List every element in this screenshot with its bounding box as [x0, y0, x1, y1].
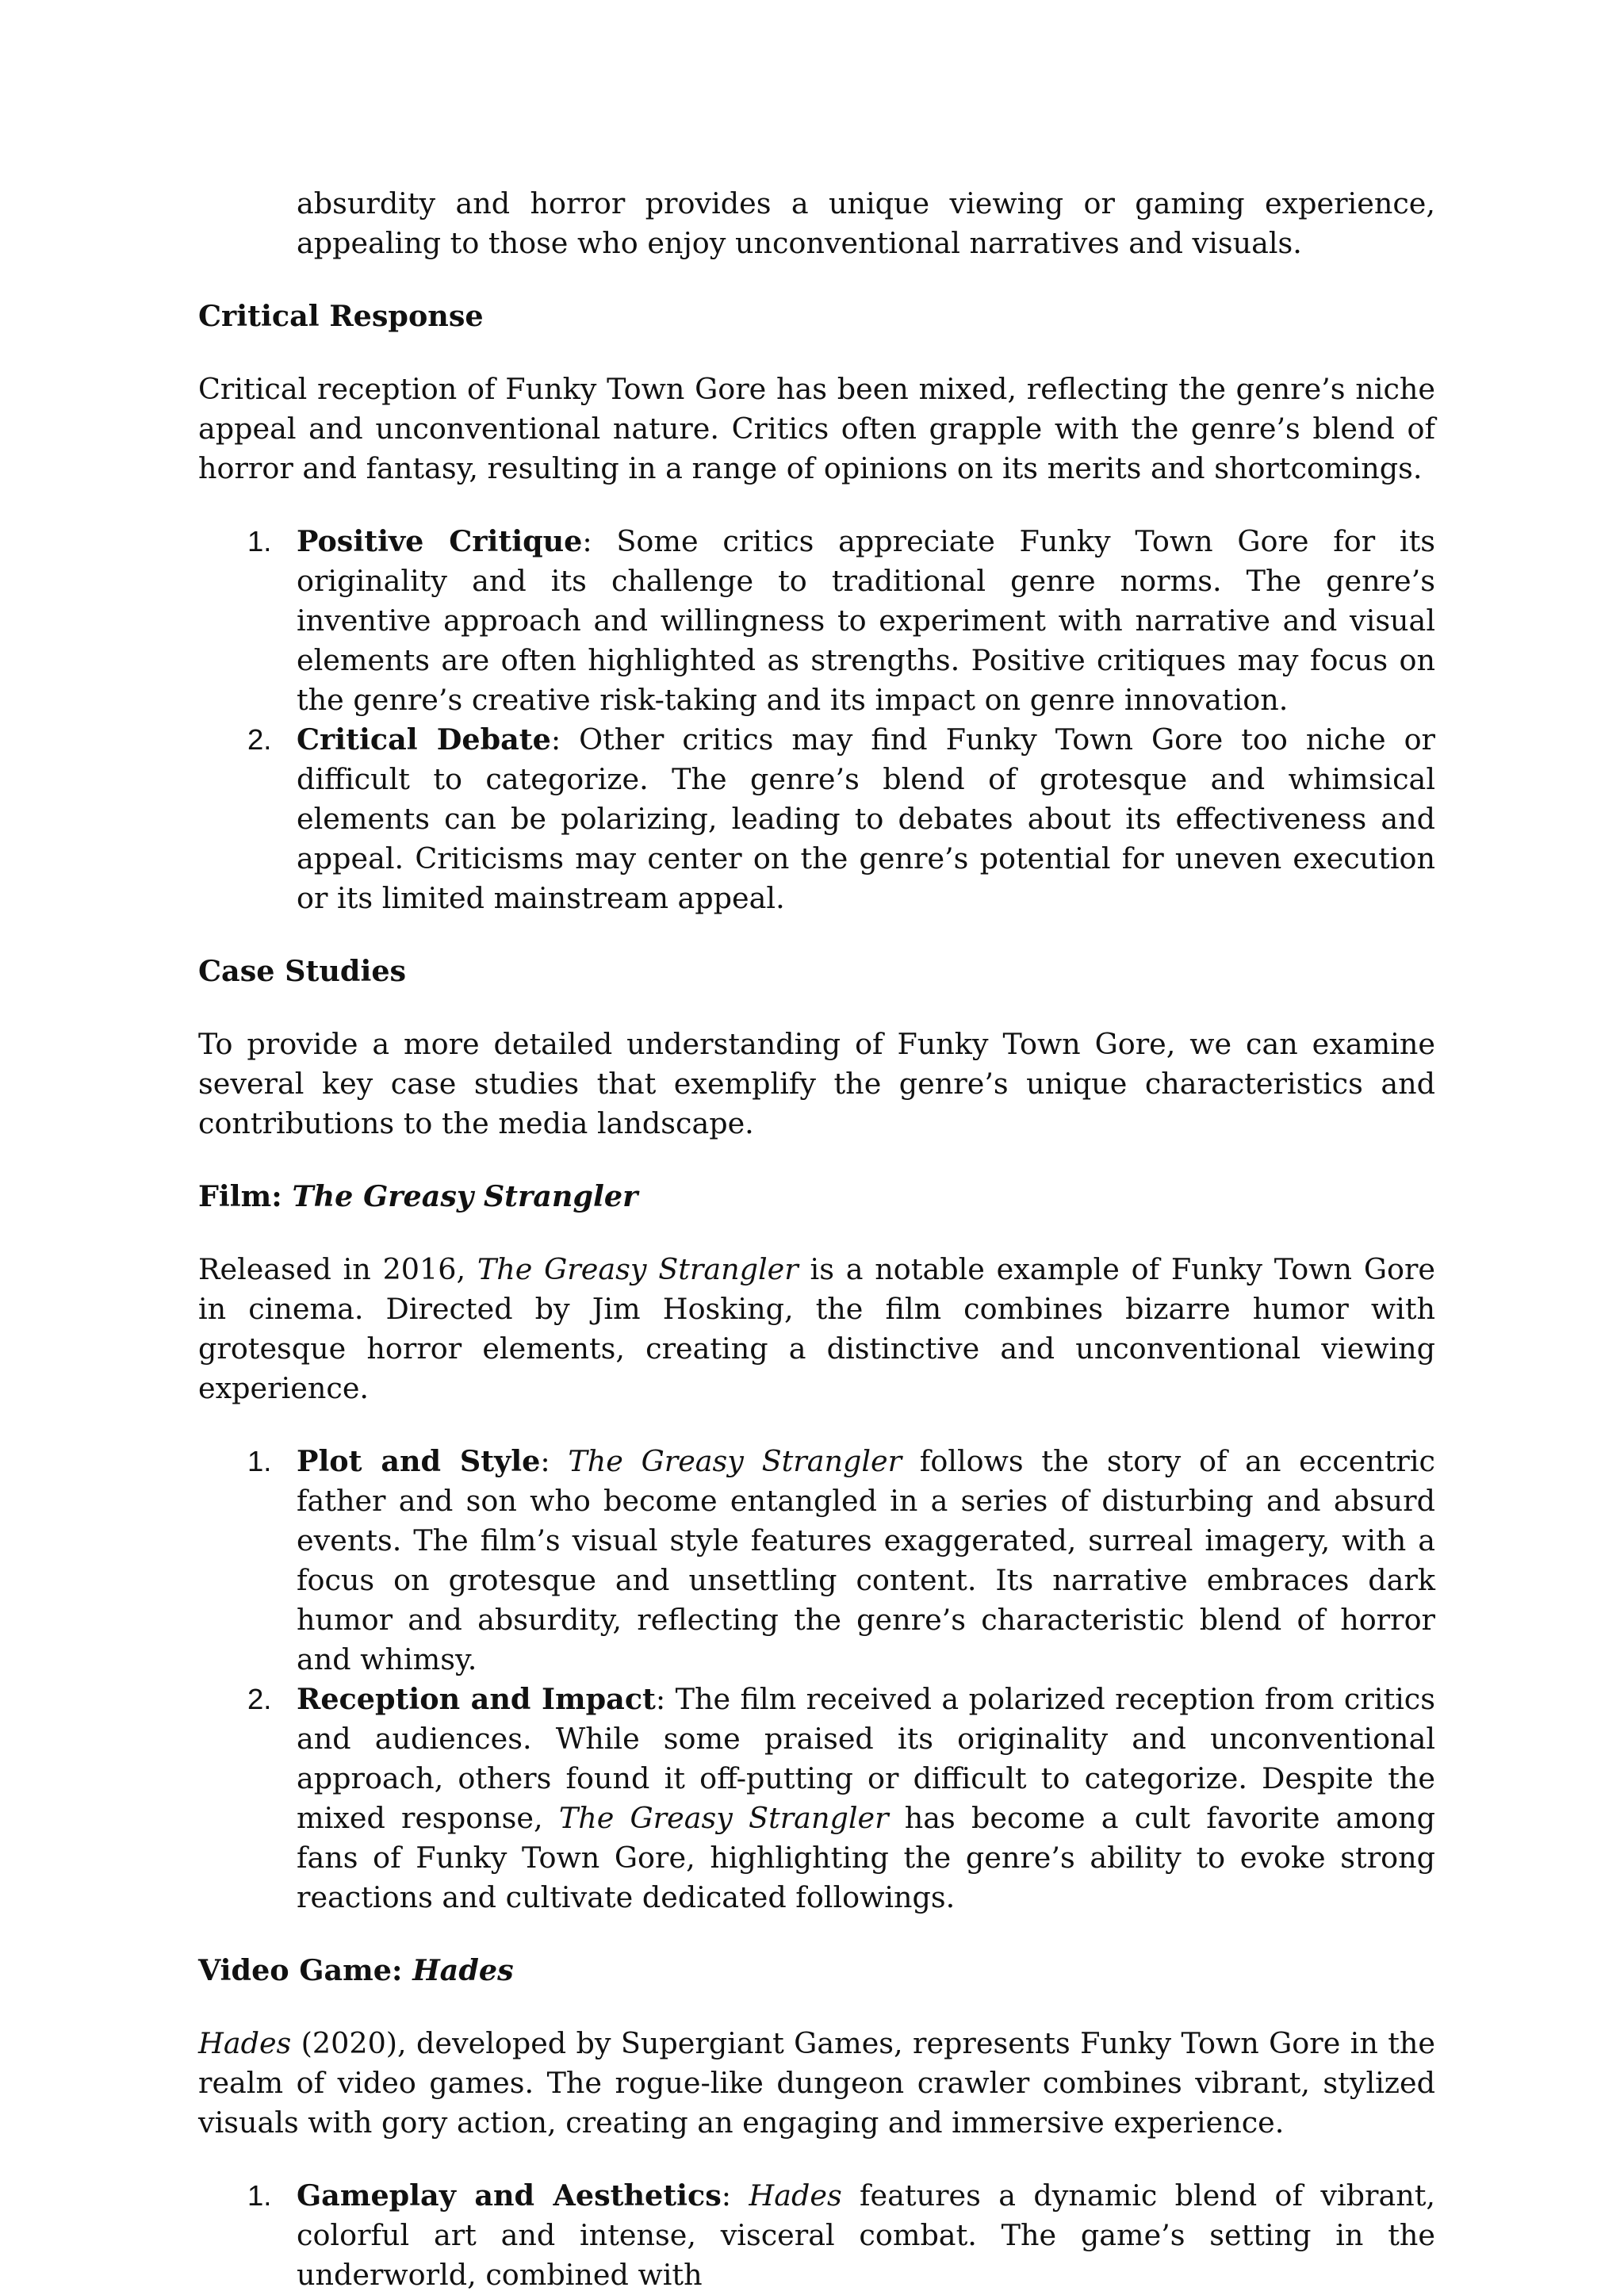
film-heading-prefix: Film: — [198, 1179, 293, 1213]
list-separator: : — [721, 2178, 749, 2213]
film-heading — [198, 1177, 1435, 1216]
list-title: The Greasy Strangler — [558, 1801, 889, 1835]
game-intro-text: (2020), developed by Supergiant Games, represents Funky Town Gore in the realm of video games. The rogue-like dungeon crawler combines vibrant, stylized visuals with gory action, creating an engaging and immersive experience. — [198, 2026, 1435, 2140]
game-heading-prefix: Video Game: — [198, 1953, 413, 1987]
list-item — [247, 522, 1435, 720]
list-title: The Greasy Strangler — [568, 1444, 902, 1478]
game-heading — [198, 1951, 1435, 1990]
critical-response-heading: Critical Response — [198, 299, 484, 333]
list-text: features a dynamic blend of vibrant, colorful art and intense, visceral combat. The game’s setting in the underworld, combined with — [297, 2178, 1436, 2292]
film-intro-title: The Greasy Strangler — [477, 1252, 799, 1286]
game-intro-title: Hades — [198, 2026, 292, 2060]
list-number: 1. — [247, 2179, 272, 2212]
game-heading-title: Hades — [412, 1953, 514, 1987]
list-item — [247, 1680, 1436, 1918]
critical-response-intro: Critical reception of Funky Town Gore has been mixed, reflecting the genre’s niche appeal and unconventional nature. Critics often grapple with the genre’s blend of horror and fantasy, resulting in a range of opinions on its merits and shortcomings. — [198, 372, 1435, 485]
film-intro-text: Released in 2016, — [198, 1252, 477, 1286]
list-number: 2. — [247, 1683, 272, 1715]
list-separator: : — [540, 1444, 569, 1478]
case-studies-intro: To provide a more detailed understanding of Funky Town Gore, we can examine several key case studies that exemplify the genre’s unique characteristics and contributions to the media landscape. — [198, 1027, 1435, 1140]
list-term: Plot and Style — [297, 1444, 541, 1478]
list-text: follows the story of an eccentric father and son who become entangled in a series of disturbing and absurd events. The film’s visual style features exaggerated, surreal imagery, with a focus on grotesque and unsettling content. Its narrative embraces dark humor and absurdity, reflecting the genre’s characteristic blend of horror and whimsy. — [297, 1444, 1435, 1676]
list-item — [247, 1442, 1435, 1680]
continuation-paragraph: absurdity and horror provides a unique viewing or gaming experience, appealing to those who enjoy unconventional narratives and visuals. — [297, 186, 1435, 260]
list-text: : Some critics appreciate Funky Town Gore for its originality and its challenge to traditional genre norms. The genre’s inventive approach and willingness to experiment with narrative and visual elements are often highlighted as strengths. Positive critiques may focus on the genre’s creative risk-taking and its impact on genre innovation. — [297, 524, 1435, 717]
list-term: Reception and Impact — [297, 1682, 656, 1716]
list-text: : The film received a polarized reception from critics and audiences. While some praised its originality and unconventional approach, others found it off-putting or difficult to categorize. Despite the mixed response, — [297, 1682, 1435, 1835]
list-term: Critical Debate — [297, 722, 551, 757]
list-text: has become a cult favorite among fans of Funky Town Gore, highlighting the genre’s ability to evoke strong reactions and cultivate dedicated followings. — [297, 1801, 1436, 1914]
game-list — [198, 2176, 1435, 2295]
critical-response-list — [198, 522, 1435, 918]
list-item — [247, 2176, 1436, 2295]
film-intro-text: is a notable example of Funky Town Gore in cinema. Directed by Jim Hosking, the film combines bizarre humor with grotesque horror elements, creating a distinctive and unconventional viewing experience. — [198, 1252, 1436, 1405]
list-number: 1. — [247, 1445, 272, 1477]
case-studies-heading: Case Studies — [198, 954, 407, 988]
document-page — [198, 184, 1435, 2295]
list-term: Gameplay and Aesthetics — [297, 2178, 722, 2213]
list-title: Hades — [749, 2178, 842, 2213]
list-number: 1. — [247, 525, 272, 557]
film-intro — [198, 1250, 1435, 1408]
game-intro — [198, 2024, 1435, 2143]
list-term: Positive Critique — [297, 524, 583, 558]
list-item — [247, 720, 1435, 918]
film-list — [198, 1442, 1435, 1918]
film-heading-title: The Greasy Strangler — [292, 1179, 638, 1213]
list-number: 2. — [247, 723, 272, 756]
list-text: : Other critics may find Funky Town Gore too niche or difficult to categorize. The genre’s blend of grotesque and whimsical elements can be polarizing, leading to debates about its effectiveness and appeal. Criticisms may center on the genre’s potential for uneven execution or its limited mainstream appeal. — [297, 722, 1435, 915]
